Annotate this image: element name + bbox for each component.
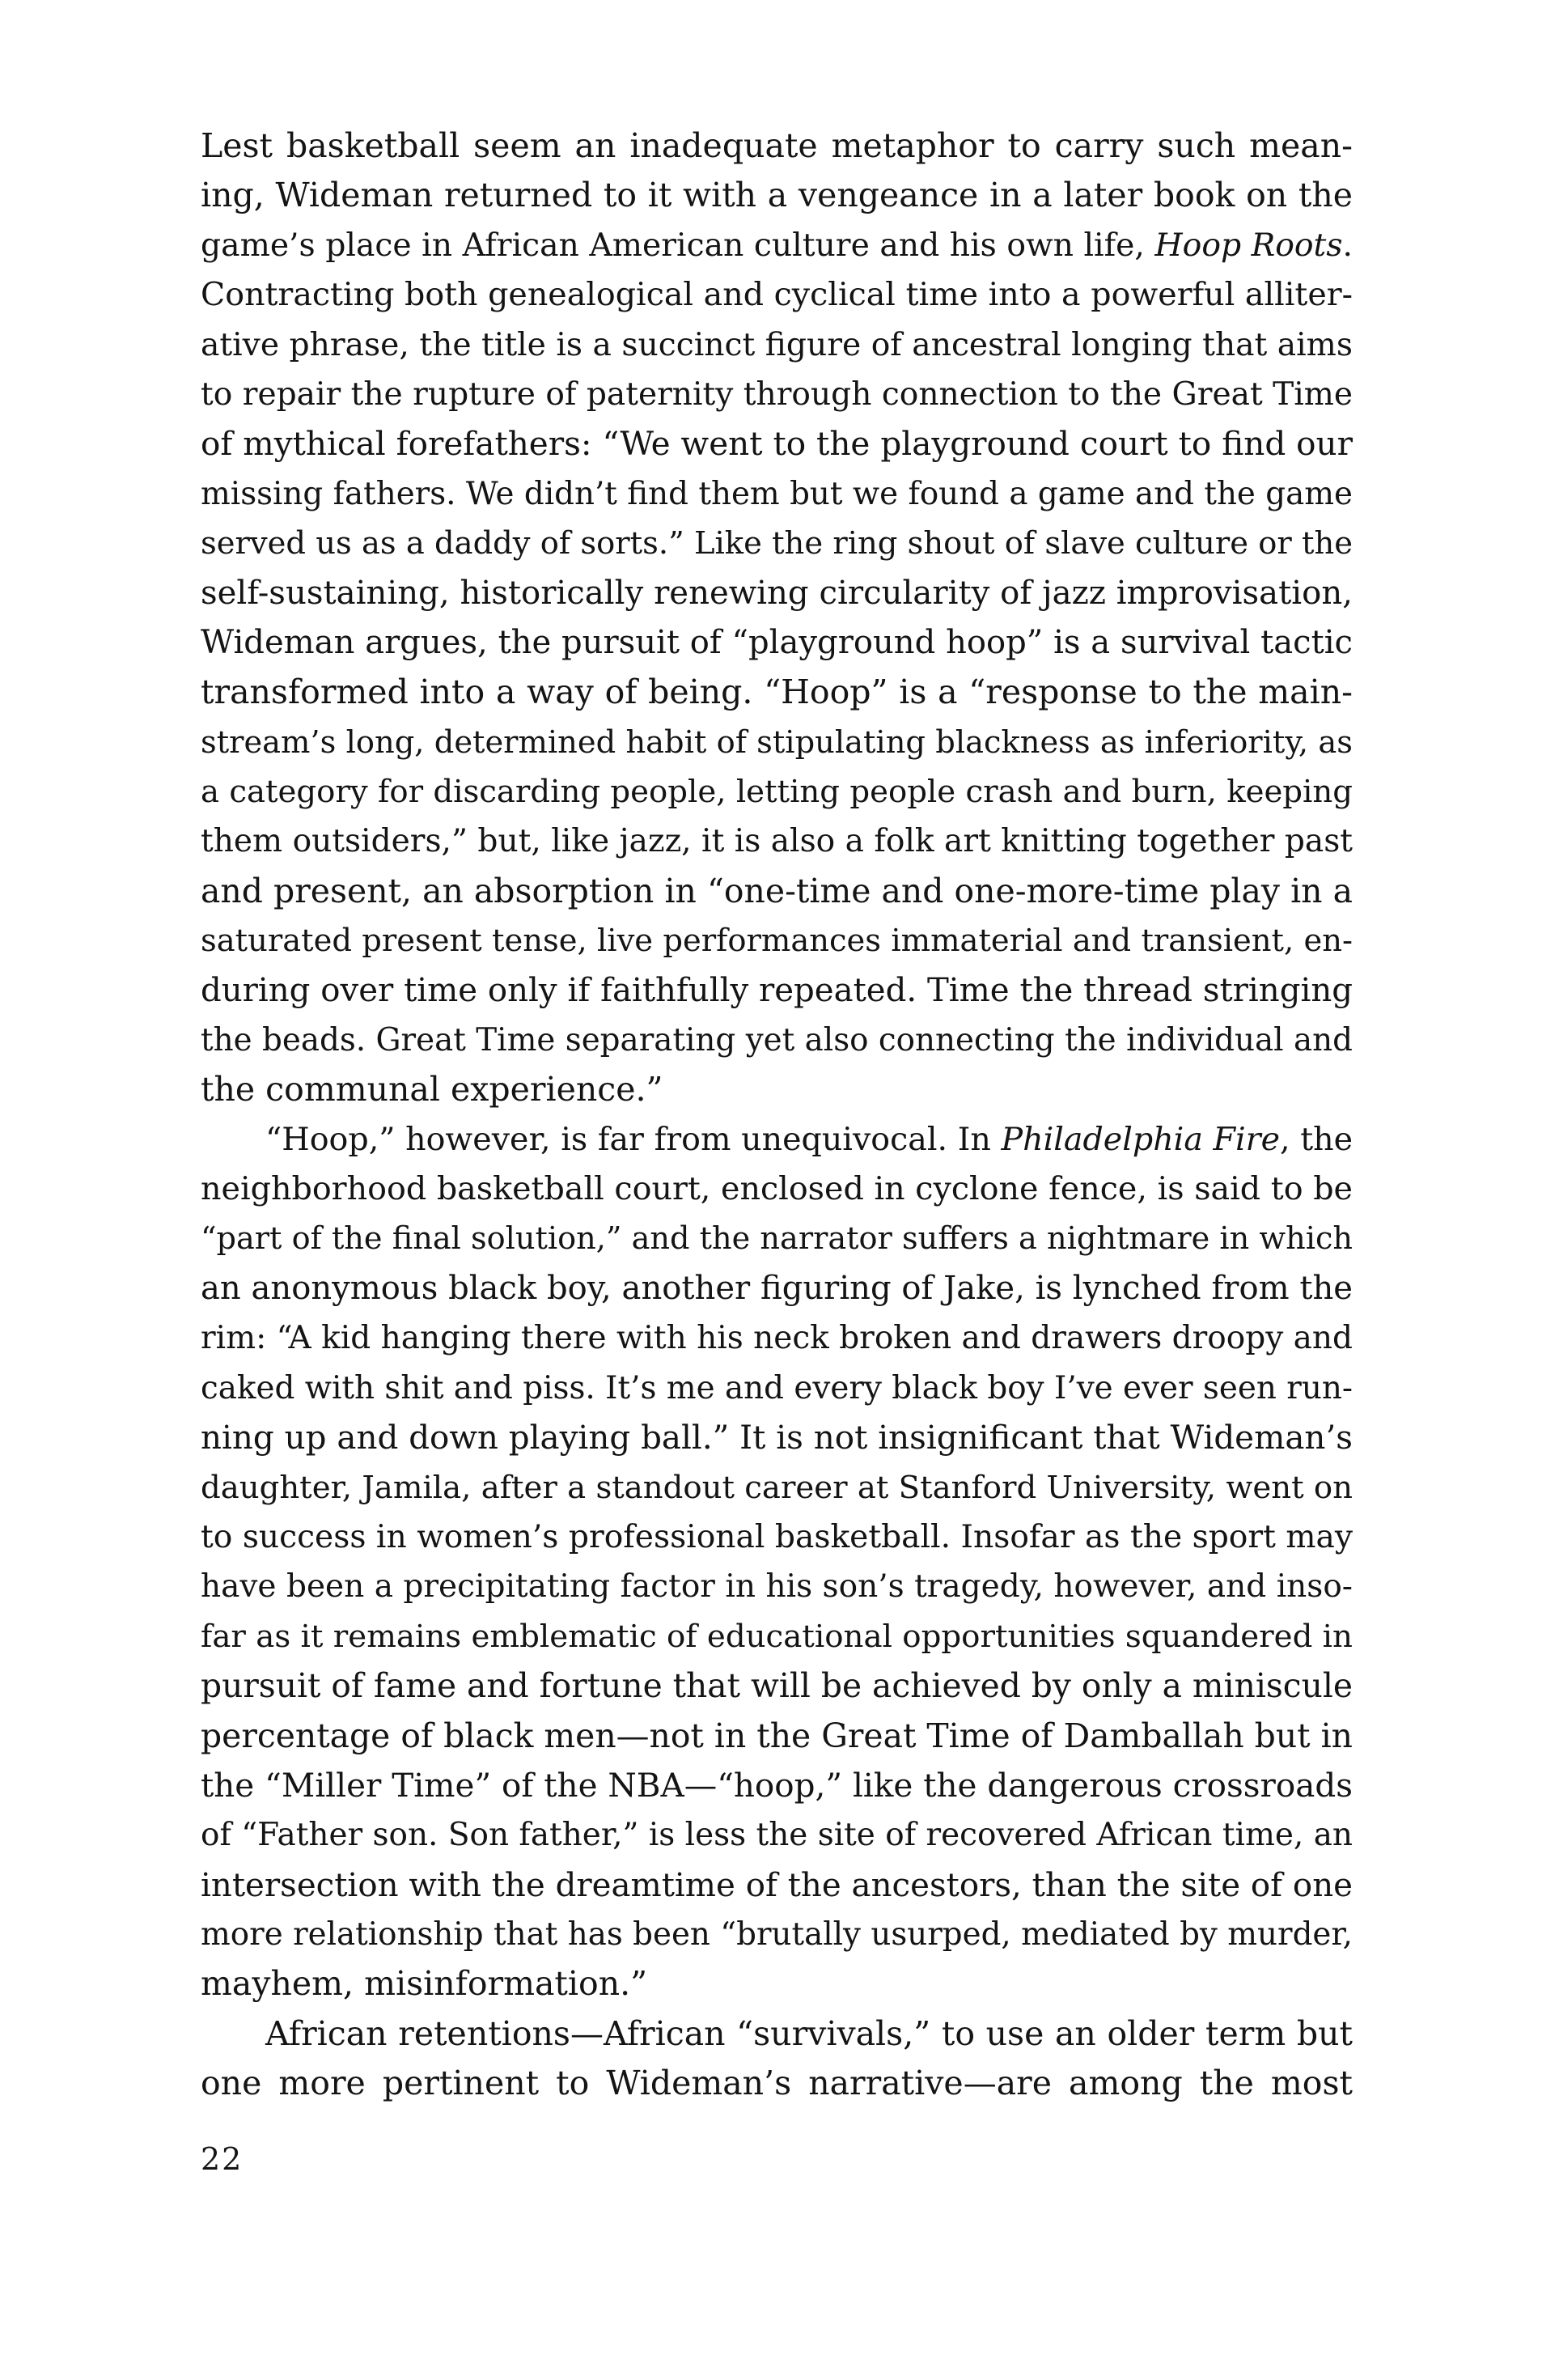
text-line: far as it remains emblematic of educational opportunities squandered in: [201, 1618, 1353, 1655]
text-line: missing fathers. We didn’t find them but we found a game and the game: [201, 475, 1353, 512]
text-line: to repair the rupture of paternity through connection to the Great Time: [201, 375, 1353, 413]
text-line: ning up and down playing ball.” It is not insignificant that Wideman’s: [201, 1419, 1353, 1457]
text-line: intersection with the dreamtime of the ancestors, than the site of one: [201, 1865, 1353, 1904]
page-number: 22: [201, 2141, 244, 2177]
text-line: Contracting both genealogical and cyclical time into a powerful alliter-: [201, 276, 1353, 314]
text-line: the beads. Great Time separating yet also connecting the individual and: [201, 1022, 1353, 1059]
text-line: game’s place in African American culture and his own life, Hoop Roots.: [201, 227, 1353, 264]
text-line: of “Father son. Son father,” is less the site of recovered African time, an: [201, 1817, 1353, 1854]
paragraph: [201, 121, 1353, 1115]
text-line: ing, Wideman returned to it with a vengeance in a later book on the: [201, 176, 1353, 215]
text-line: the “Miller Time” of the NBA—“hoop,” like the dangerous crossroads: [201, 1765, 1353, 1805]
paragraph: [201, 1115, 1353, 2009]
text-line: stream’s long, determined habit of stipulating blackness as inferiority, as: [201, 723, 1353, 761]
text-line: “Hoop,” however, is far from unequivocal. In Philadelphia Fire, the: [265, 1120, 1353, 1158]
text-line: “part of the final solution,” and the narrator suffers a nightmare in which: [201, 1220, 1353, 1257]
page-body: [201, 121, 1353, 2109]
text-line: self-sustaining, historically renewing circularity of jazz improvisation,: [201, 574, 1353, 612]
book-title: Philadelphia Fire: [1001, 1120, 1280, 1158]
text-line: more relationship that has been “brutally usurped, mediated by murder,: [201, 1916, 1353, 1954]
text-line: saturated present tense, live performances immaterial and transient, en-: [201, 923, 1353, 960]
text-line: an anonymous black boy, another figuring of Jake, is lynched from the: [201, 1269, 1353, 1307]
text-line: Lest basketball seem an inadequate metaphor to carry such mean-: [201, 126, 1353, 165]
text-line: neighborhood basketball court, enclosed in cyclone fence, is said to be: [201, 1170, 1353, 1208]
text-line: transformed into a way of being. “Hoop” is a “response to the main-: [201, 672, 1353, 712]
text-line: mayhem, misinformation.”: [201, 1964, 648, 2004]
text-line: rim: “A kid hanging there with his neck broken and drawers droopy and: [201, 1320, 1353, 1357]
text-line: Wideman argues, the pursuit of “playground hoop” is a survival tactic: [201, 623, 1353, 661]
paragraph: [201, 2009, 1353, 2109]
text-line: served us as a daddy of sorts.” Like the ring shout of slave culture or the: [201, 525, 1353, 562]
text-line: during over time only if faithfully repeated. Time the thread stringing: [201, 971, 1353, 1009]
text-line: a category for discarding people, letting people crash and burn, keeping: [201, 774, 1353, 811]
text-line: the communal experience.”: [201, 1070, 663, 1109]
text-line: have been a precipitating factor in his son’s tragedy, however, and inso-: [201, 1568, 1353, 1606]
text-line: African retentions—African “survivals,” to use an older term but: [265, 2013, 1353, 2053]
text-line: one more pertinent to Wideman’s narrative—are among the most: [201, 2064, 1353, 2103]
text-line: percentage of black men—not in the Great Time of Damballah but in: [201, 1716, 1353, 1755]
text-line: pursuit of fame and fortune that will be achieved by only a miniscule: [201, 1666, 1353, 1706]
book-title: Hoop Roots: [1154, 227, 1343, 264]
text-line: them outsiders,” but, like jazz, it is also a folk art knitting together past: [201, 823, 1353, 860]
text-line: ative phrase, the title is a succinct figure of ancestral longing that aims: [201, 326, 1353, 363]
text-line: to success in women’s professional basketball. Insofar as the sport may: [201, 1518, 1353, 1555]
text-line: caked with shit and piss. It’s me and every black boy I’ve ever seen run-: [201, 1369, 1353, 1406]
text-line: of mythical forefathers: “We went to the playground court to find our: [201, 424, 1353, 464]
text-line: daughter, Jamila, after a standout career at Stanford University, went on: [201, 1469, 1353, 1506]
text-line: and present, an absorption in “one-time and one-more-time play in a: [201, 871, 1353, 910]
